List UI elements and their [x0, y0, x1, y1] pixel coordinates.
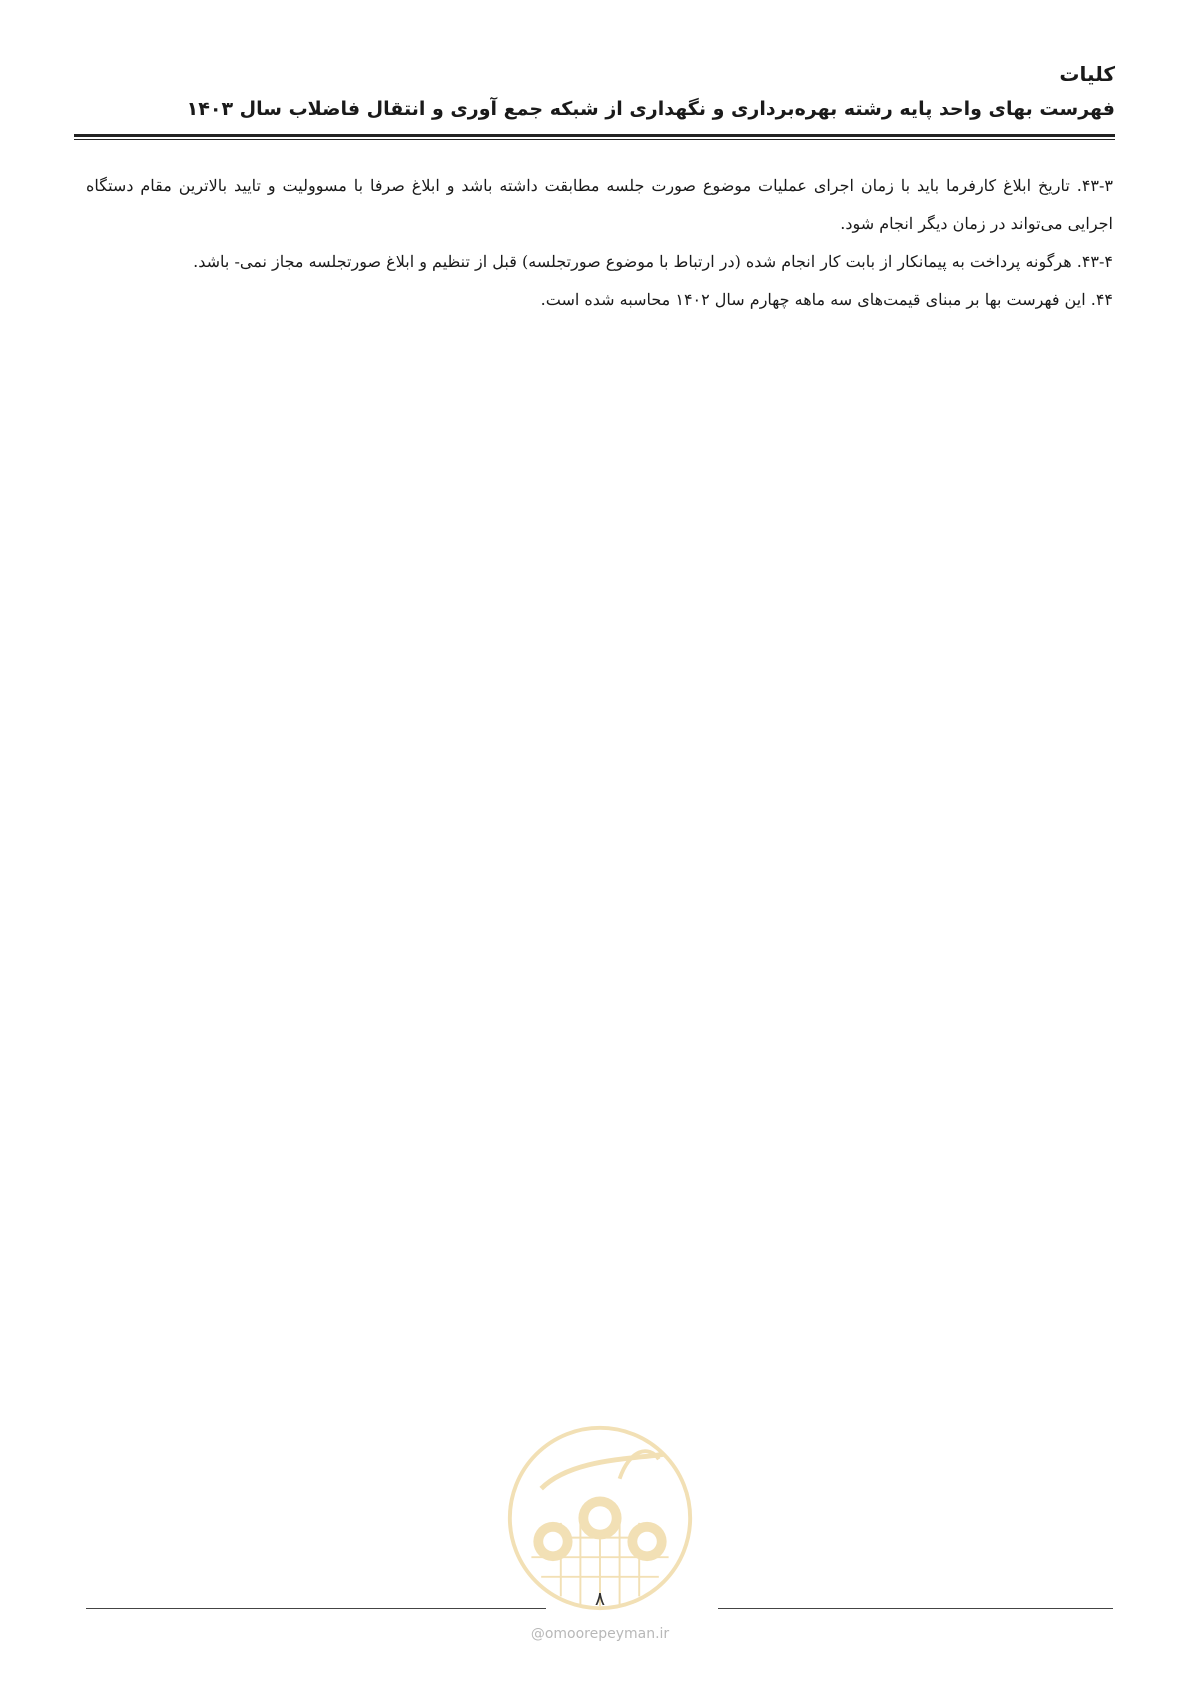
footer-divider-right — [718, 1608, 1113, 1609]
footer-divider-left — [86, 1608, 546, 1609]
header-divider — [74, 134, 1115, 140]
document-title: فهرست بهای واحد پایه رشته بهره‌برداری و نگهداری از شبکه جمع آوری و انتقال فاضلاب سال ۱۴۰۳ — [186, 98, 1115, 120]
section-title: کلیات — [1059, 62, 1115, 86]
omoore-peyman-logo-icon — [502, 1420, 698, 1616]
body-text — [86, 167, 1113, 319]
page-number: ۸ — [594, 1588, 606, 1610]
watermark-url: @omoorepeyman.ir — [530, 1626, 670, 1642]
paragraph-44: ۴۴. این فهرست بها بر مبنای قیمت‌های سه ماهه چهارم سال ۱۴۰۲ محاسبه شده است. — [540, 290, 1113, 309]
paragraph-43-4: ۴۳-۴. هرگونه پرداخت به پیمانکار از بابت کار انجام شده (در ارتباط با موضوع صورتجلسه) قبل از تنظیم و ابلاغ صورتجلسه مجاز نمی- باشد. — [193, 252, 1113, 271]
paragraph-43-3: ۴۳-۳. تاریخ ابلاغ کارفرما باید با زمان اجرای عملیات موضوع صورت جلسه مطابقت داشته باشد و ابلاغ صرفا با مسوولیت و تایید بالاترین مقام دستگاه اجرایی می‌تواند در زمان دیگر انجام شود. — [86, 176, 1113, 233]
page-header — [74, 56, 1115, 126]
